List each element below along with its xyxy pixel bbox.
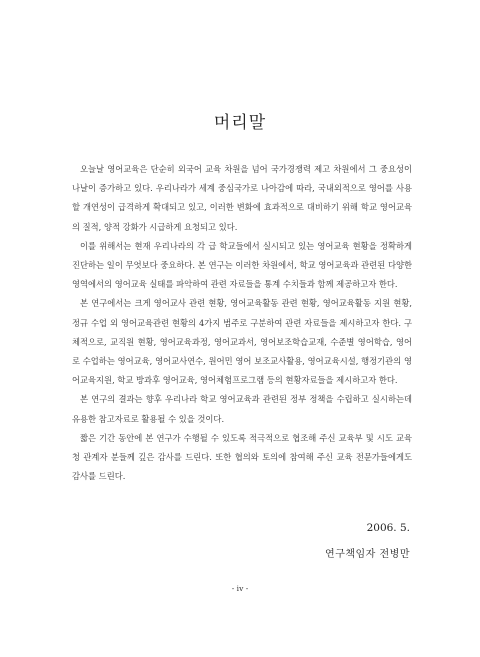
preface-body <box>72 160 412 486</box>
page-number: - iv - <box>231 584 249 593</box>
author-line: 연구책임자 전병만 <box>325 549 410 560</box>
paragraph-5: 짧은 기간 동안에 본 연구가 수행될 수 있도록 적극적으로 협조해 주신 교육부 및 시도 교육청 관계자 분들께 깊은 감사를 드린다. 또한 협의와 토의에 참여해 주신 교육 전문가들에게도 감사를 드린다. <box>72 432 412 482</box>
date-line: 2006. 5. <box>366 522 410 534</box>
paragraph-2: 이를 위해서는 현재 우리나라의 각 급 학교들에서 실시되고 있는 영어교육 현황을 정확하게 진단하는 일이 무엇보다 중요하다. 본 연구는 이러한 차원에서, 학교 영어교육과 관련된 다양한 영역에서의 영어교육 실태를 파악하여 관련 자료들을 통계 수치들과 함께 제공하고자 한다. <box>72 240 412 290</box>
paragraph-3: 본 연구에서는 크게 영어교사 관련 현황, 영어교육활동 관련 현황, 영어교육활동 지원 현황, 정규 수업 외 영어교육관련 현황의 4가지 범주로 구분하여 관련 자료들을 제시하고자 한다. 구체적으로, 교직원 현황, 영어교육과정, 영어교과서, 영어보조학습교재, 수준별 영어학습, 영어로 수업하는 영어교육, 영어교사연수, 원어민 영어 보조교사활용, 영어교육시설, 행정기관의 영어교육지원, 학교 방과후 영어교육, 영어체험프로그램 등의 현황자료들을 제시하고자 한다. <box>72 298 412 386</box>
paragraph-4: 본 연구의 결과는 향후 우리나라 학교 영어교육과 관련된 정부 정책을 수립하고 실시하는데 유용한 참고자료로 활용될 수 있을 것이다. <box>72 394 412 424</box>
page-title: 머리말 <box>213 113 267 133</box>
paragraph-1: 오늘날 영어교육은 단순히 외국어 교육 차원을 넘어 국가경쟁력 제고 차원에서 그 중요성이 나날이 증가하고 있다. 우리나라가 세계 중심국가로 나아감에 따라, 국내외적으로 영어를 사용할 개연성이 급격하게 확대되고 있고, 이러한 변화에 효과적으로 대비하기 위해 학교 영어교육의 질적, 양적 강화가 시급하게 요청되고 있다. <box>72 164 412 232</box>
